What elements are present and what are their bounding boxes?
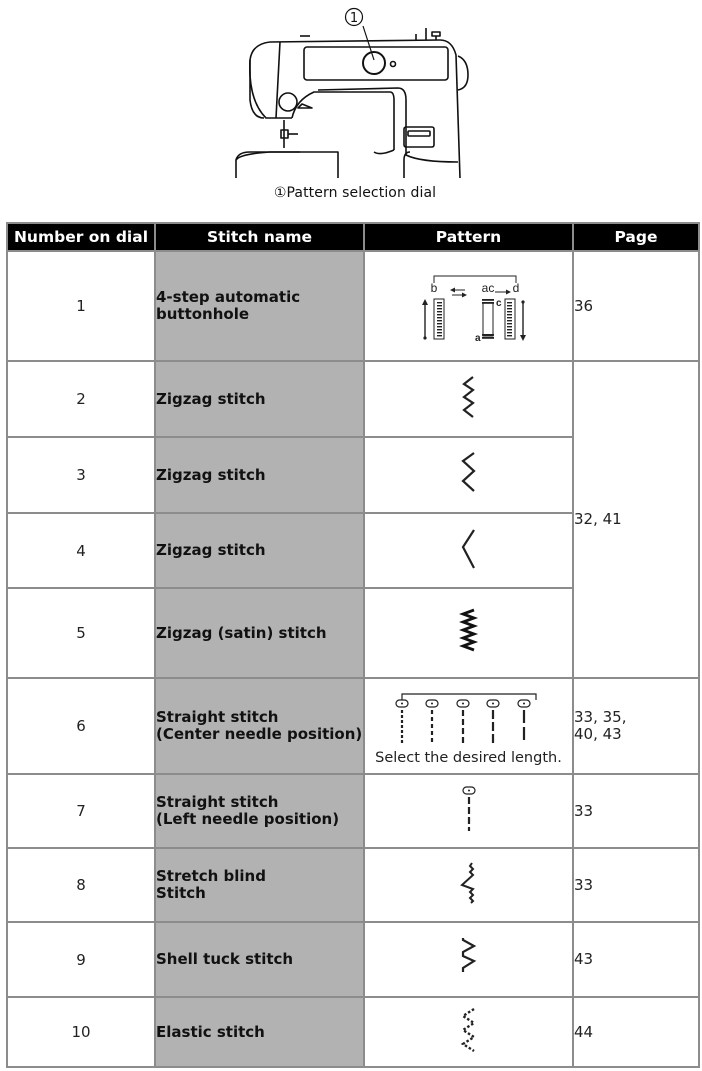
label-d: d: [512, 281, 519, 295]
dial-number: 5: [7, 588, 155, 678]
pattern-cell: [364, 997, 573, 1067]
header-page: Page: [573, 223, 699, 251]
stitch-name-line1: Stretch blind: [156, 867, 266, 885]
pattern-cell: [364, 848, 573, 922]
dial-number: 4: [7, 513, 155, 588]
stitch-name-line1: Straight stitch: [156, 708, 279, 726]
table-row: [7, 997, 699, 1067]
stitch-name: Zigzag stitch: [155, 437, 364, 513]
page-ref: 43: [573, 922, 699, 997]
sewing-machine-icon: [230, 0, 480, 185]
shell-tuck-icon: [459, 936, 479, 980]
stitch-name: [155, 848, 364, 922]
stitch-name-line2: Stitch: [156, 884, 206, 902]
label-c: c: [495, 298, 502, 309]
sewing-machine-figure: [230, 0, 480, 210]
pattern-cell: [364, 361, 573, 437]
stitch-name: Shell tuck stitch: [155, 922, 364, 997]
zigzag-wide-icon: [459, 527, 479, 571]
page-ref-line2: 40, 43: [574, 725, 622, 743]
stitch-name: Zigzag stitch: [155, 513, 364, 588]
figure-caption: [230, 185, 480, 201]
stitch-name-line2: buttonhole: [156, 305, 250, 323]
table-row: [7, 678, 699, 774]
page-ref: 44: [573, 997, 699, 1067]
stitch-name-line2: (Center needle position): [156, 725, 363, 743]
stretch-blind-icon: [459, 861, 479, 905]
label-ac: ac: [481, 281, 494, 295]
page-ref: 36: [573, 251, 699, 361]
table-row: [7, 361, 699, 437]
pattern-note: Select the desired length.: [375, 750, 562, 766]
pattern-cell: [364, 437, 573, 513]
stitch-name-line2: (Left needle position): [156, 810, 340, 828]
callout-number: 1: [349, 11, 359, 26]
elastic-stitch-icon: [459, 1007, 479, 1053]
dial-number: 7: [7, 774, 155, 848]
caption-marker: ①: [273, 185, 287, 201]
page-ref: 33: [573, 774, 699, 848]
page-ref: 33: [573, 848, 699, 922]
header-pattern: Pattern: [364, 223, 573, 251]
caption-text: Pattern selection dial: [286, 185, 437, 201]
stitch-name: Zigzag (satin) stitch: [155, 588, 364, 678]
pattern-cell: [364, 588, 573, 678]
pattern-cell: [364, 922, 573, 997]
zigzag-satin-icon: [459, 608, 479, 654]
label-a: a: [474, 333, 481, 344]
page-ref-line1: 33, 35,: [574, 708, 627, 726]
dial-number: 3: [7, 437, 155, 513]
pattern-cell: [364, 251, 573, 361]
zigzag-narrow-icon: [459, 375, 479, 419]
page-ref: 32, 41: [573, 361, 699, 678]
dial-number: 1: [7, 251, 155, 361]
buttonhole-4step-icon: [389, 259, 549, 349]
dial-number: 8: [7, 848, 155, 922]
table-header-row: [7, 223, 699, 251]
header-number-on-dial: Number on dial: [7, 223, 155, 251]
dial-number: 2: [7, 361, 155, 437]
straight-center-lengths-icon: [394, 686, 544, 746]
stitch-name: [155, 678, 364, 774]
header-stitch-name: Stitch name: [155, 223, 364, 251]
stitch-name: [155, 251, 364, 361]
dial-number: 6: [7, 678, 155, 774]
stitch-name: Elastic stitch: [155, 997, 364, 1067]
stitch-name-line1: Straight stitch: [156, 793, 279, 811]
label-b: b: [430, 281, 437, 295]
straight-left-icon: [461, 785, 477, 833]
table-row: [7, 774, 699, 848]
pattern-cell: [364, 774, 573, 848]
zigzag-medium-icon: [459, 451, 479, 495]
pattern-cell: [364, 678, 573, 774]
stitch-name: Zigzag stitch: [155, 361, 364, 437]
page-ref: [573, 678, 699, 774]
pattern-cell: [364, 513, 573, 588]
dial-number: 10: [7, 997, 155, 1067]
dial-number: 9: [7, 922, 155, 997]
stitch-table: [6, 222, 700, 1068]
stitch-name-line1: 4-step automatic: [156, 288, 301, 306]
table-row: [7, 251, 699, 361]
table-row: [7, 922, 699, 997]
stitch-name: [155, 774, 364, 848]
table-row: [7, 848, 699, 922]
